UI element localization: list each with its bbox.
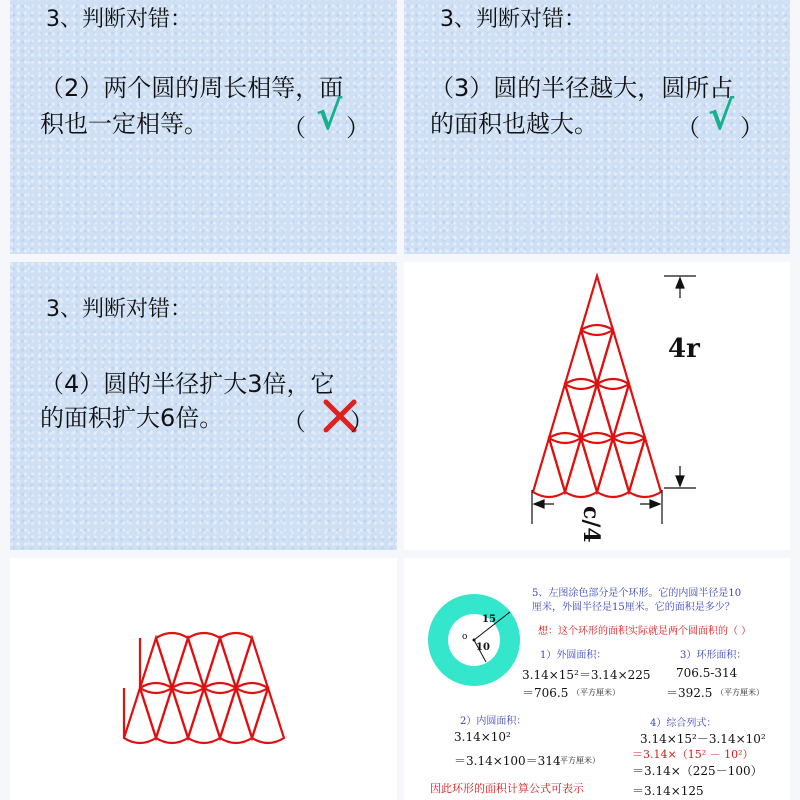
answer-paren-close: ）	[740, 114, 764, 142]
sector-piece	[565, 438, 597, 497]
question-line-2: 的面积扩大6倍。	[40, 404, 224, 432]
step1-line1: 3.14×15²＝3.14×225	[522, 668, 651, 682]
question-line-2: 积也一定相等。	[40, 110, 208, 138]
slide-judge-3	[404, 0, 790, 254]
step1-unit: （平方厘米）	[572, 688, 620, 697]
step3-unit: （平方厘米）	[716, 688, 764, 697]
question-line-1: （3）圆的半径越大，圆所占	[430, 74, 734, 102]
sector-piece	[220, 688, 252, 743]
answer-paren-open: （	[282, 114, 306, 142]
step3-line1: 706.5-314	[676, 666, 738, 680]
step1-line2: ＝706.5	[522, 686, 569, 700]
step3-title: 3）环形面积：	[680, 650, 747, 661]
sector-piece	[581, 276, 613, 335]
step1-title: 1）外圆面积：	[540, 650, 607, 661]
slide-judge-4	[10, 262, 397, 550]
sector-piece	[252, 688, 284, 743]
sector-piece	[220, 633, 252, 688]
step4-line1: 3.14×15²－3.14×10²	[640, 732, 766, 746]
slide-ring-area	[404, 558, 790, 800]
slide-heading: 3、判断对错：	[46, 7, 192, 32]
slide-heading: 3、判断对错：	[440, 7, 586, 32]
sector-piece	[565, 379, 597, 438]
sector-piece	[124, 688, 156, 743]
center-label: o	[462, 632, 468, 642]
sector-trapezoid-figure	[10, 558, 397, 800]
sector-piece	[581, 325, 613, 384]
step3-line2: ＝392.5	[666, 686, 713, 700]
check-mark-icon: √	[316, 92, 343, 139]
slide-judge-2	[10, 0, 397, 254]
slide-sector-trapezoid	[10, 558, 397, 800]
step2-line2: ＝3.14×100＝314	[454, 754, 561, 768]
answer-paren-close: ）	[346, 114, 370, 142]
sector-piece	[581, 433, 613, 492]
question-line-1: （2）两个圆的周长相等，面	[40, 74, 344, 102]
inner-radius-label: 10	[476, 642, 490, 653]
answer-paren-close: ）	[350, 408, 374, 436]
sector-piece	[156, 688, 188, 743]
sector-piece	[613, 384, 645, 443]
sector-piece	[597, 379, 629, 438]
sector-piece	[613, 433, 645, 492]
sector-piece	[549, 384, 581, 443]
question-line-2: 的面积也越大。	[430, 110, 598, 138]
slide-sector-triangle	[404, 262, 790, 550]
outer-radius-label: 15	[482, 614, 496, 625]
slide-heading: 3、判断对错：	[46, 297, 192, 322]
sector-piece	[597, 330, 629, 389]
sector-piece	[581, 384, 613, 443]
height-dimension	[664, 276, 696, 488]
step2-line1: 3.14×10²	[454, 730, 511, 744]
sector-piece	[533, 438, 565, 497]
conclusion-text: 因此环形的面积计算公式可表示	[430, 782, 584, 795]
step4-line3: ＝3.14×（225－100）	[632, 764, 763, 778]
height-label: 4r	[668, 334, 700, 364]
step4-title: 4）综合列式：	[650, 718, 717, 729]
step4-line4: ＝3.14×125	[632, 784, 704, 798]
answer-paren-open: （	[676, 114, 700, 142]
sector-piece	[565, 330, 597, 389]
sector-piece	[549, 433, 581, 492]
sector-piece	[597, 438, 629, 497]
width-label: c/4	[578, 506, 604, 543]
question-line-2: 厘米，外圆半径是15厘米。它的面积是多少？	[532, 602, 735, 613]
sector-piece	[188, 688, 220, 743]
question-line-1: （4）圆的半径扩大3倍，它	[40, 370, 335, 398]
sector-piece	[188, 633, 220, 688]
step2-title: 2）内圆面积：	[460, 716, 527, 727]
question-line-1: 5、左图涂色部分是个环形。它的内圆半径是10	[532, 588, 742, 599]
sector-piece	[629, 438, 661, 497]
think-prompt: 想：这个环形的面积实际就是两个圆面积的（ ）	[538, 626, 752, 637]
step4-line2: ＝3.14×（15² － 10²）	[632, 748, 754, 761]
step2-unit: （平方厘米）	[552, 756, 600, 765]
answer-paren-open: （	[282, 408, 306, 436]
check-mark-icon: √	[708, 92, 735, 139]
sector-piece	[156, 633, 188, 688]
